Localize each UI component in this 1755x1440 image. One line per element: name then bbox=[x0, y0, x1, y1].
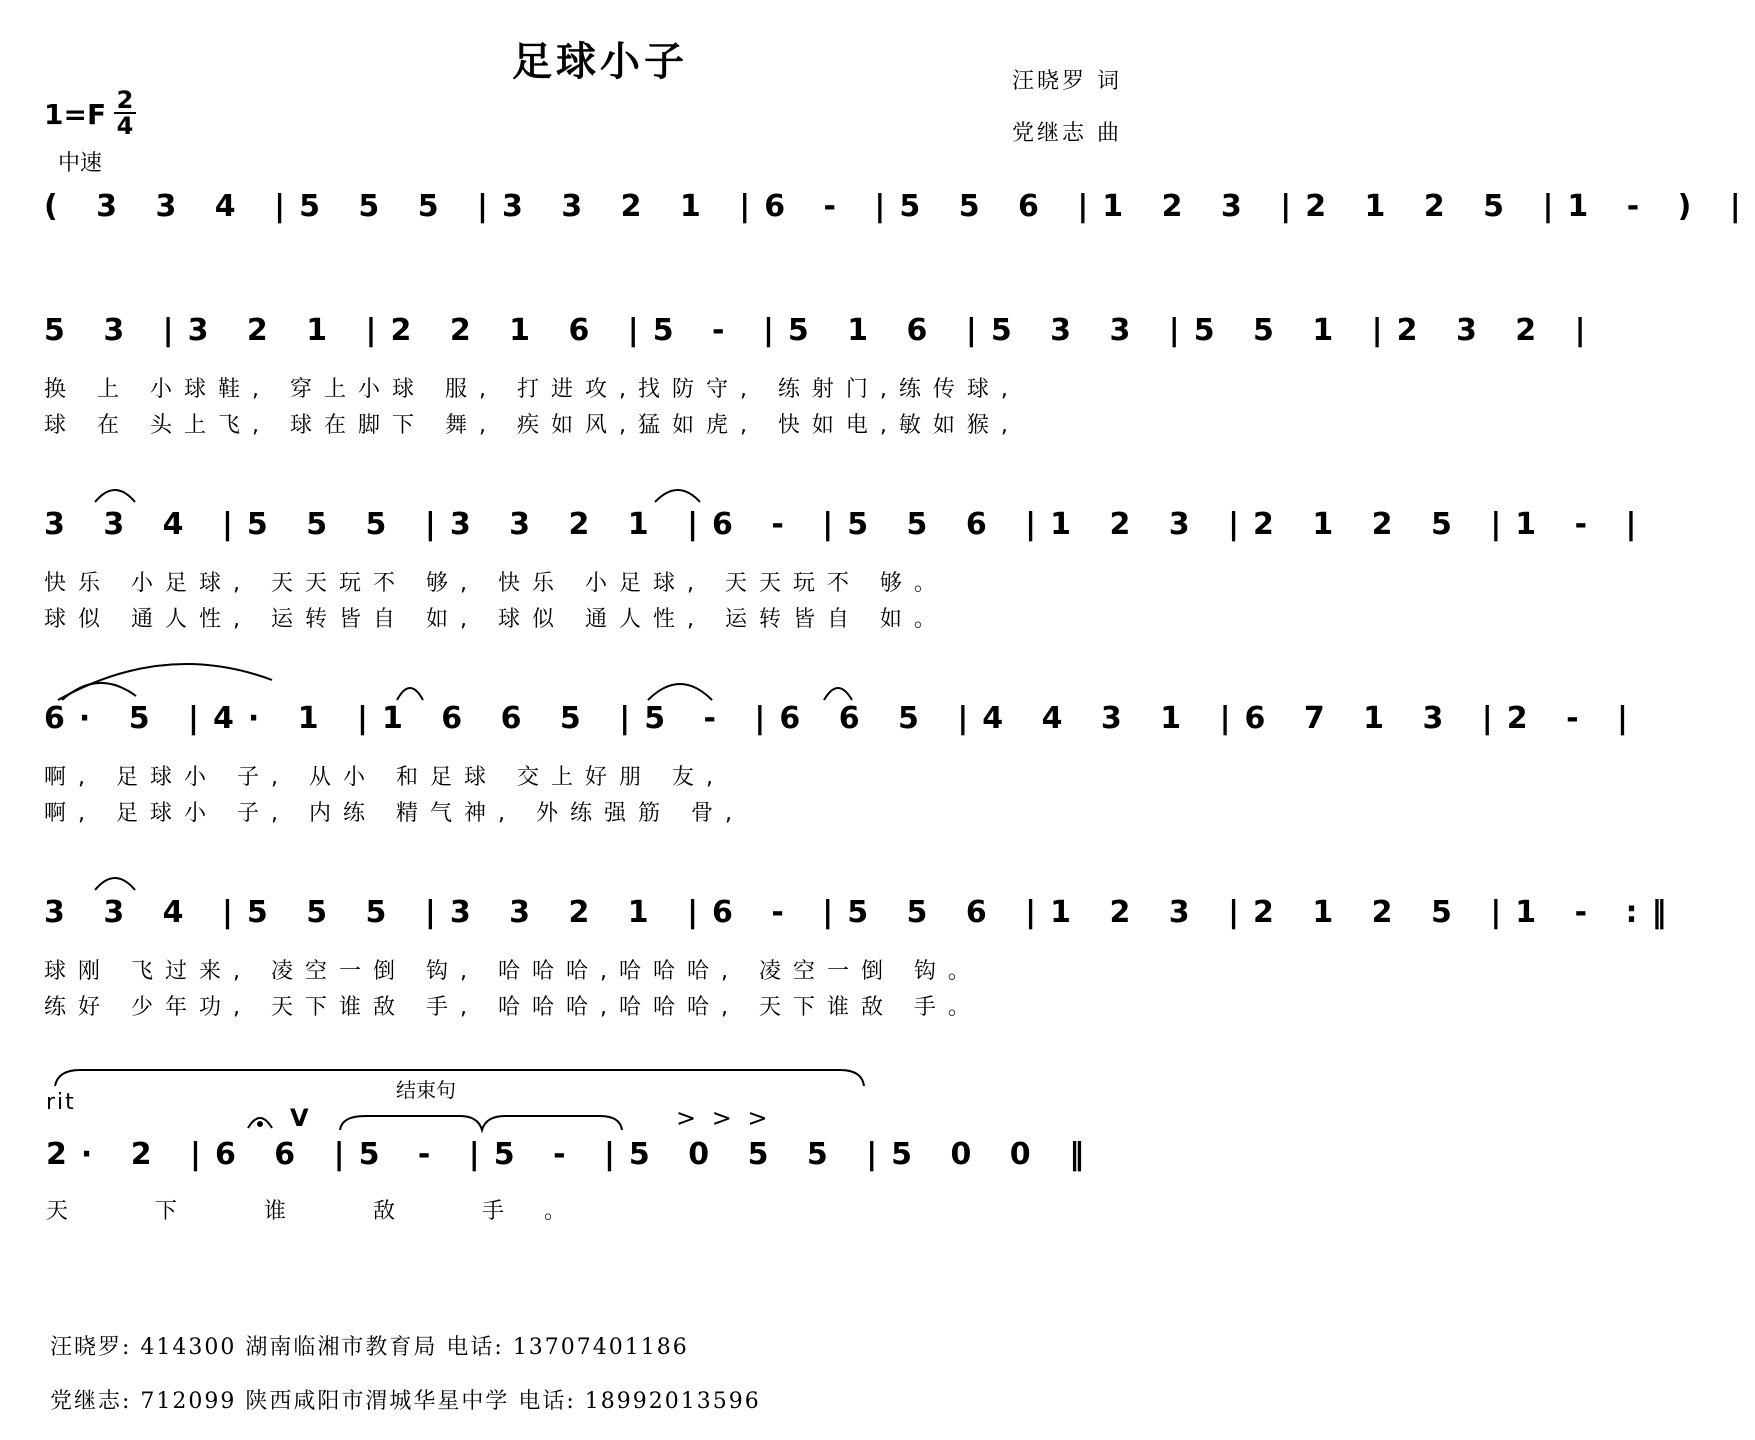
lyrics-line-6: 天 下 谁 敌 手。 bbox=[46, 1199, 606, 1224]
notation-line-6: 2· 2 |6 6 |5 - |5 - |5 0 5 5 |5 0 0 ‖ bbox=[46, 1137, 1099, 1172]
ending-label: 结束句 bbox=[396, 1078, 456, 1102]
slur-line-3-b bbox=[655, 490, 700, 502]
time-sig-bottom: 4 bbox=[114, 112, 136, 138]
lyrics-line-4-verse-1: 啊, 足球小 子, 从小 和足球 交上好朋 友, bbox=[44, 765, 725, 790]
accent-marks: > > > bbox=[676, 1104, 772, 1132]
lyrics-line-2-verse-2: 球 在 头上飞, 球在脚下 舞, 疾如风,猛如虎, 快如电,敏如猴, bbox=[44, 413, 1020, 438]
notation-line-5: 3 3 4 |5 5 5 |3 3 2 1 |6 - |5 5 6 |1 2 3 |2 1 2 5 |1 - :‖ bbox=[44, 895, 1681, 930]
slur-line-5 bbox=[95, 878, 135, 890]
slur-line-4-short bbox=[62, 683, 136, 700]
notation-line-3: 3 3 4 |5 5 5 |3 3 2 1 |6 - |5 5 6 |1 2 3 |2 1 2 5 |1 - | bbox=[44, 507, 1651, 542]
lyrics-line-4-verse-2: 啊, 足球小 子, 内练 精气神, 外练强筋 骨, bbox=[44, 801, 744, 826]
song-title: 足球小子 bbox=[512, 39, 688, 85]
lyrics-line-3-verse-1: 快乐 小足球, 天天玩不 够, 快乐 小足球, 天天玩不 够。 bbox=[44, 571, 948, 596]
tempo-marking: 中速 bbox=[58, 151, 103, 176]
slur-line-3-a bbox=[95, 490, 135, 502]
notation-line-4: 6· 5 |4· 1 |1 6 6 5 |5 - |6 6 5 |4 4 3 1 |6 7 1 3 |2 - | bbox=[44, 701, 1642, 736]
rit-marking: rit bbox=[46, 1090, 76, 1115]
slur-line-4-d bbox=[648, 684, 712, 700]
slur-line-4-c bbox=[397, 688, 423, 700]
notation-line-2: 5 3 |3 2 1 |2 2 1 6 |5 - |5 1 6 |5 3 3 |5 5 1 |2 3 2 | bbox=[44, 313, 1600, 348]
lyricist-credit: 汪晓罗 词 bbox=[1012, 69, 1122, 94]
time-sig-top: 2 bbox=[116, 86, 134, 114]
lyrics-line-5-verse-1: 球刚 飞过来, 凌空一倒 钩, 哈哈哈,哈哈哈, 凌空一倒 钩。 bbox=[44, 959, 982, 984]
key-signature: 1=F bbox=[44, 98, 107, 131]
tie-ending bbox=[340, 1116, 622, 1130]
footer-contact-1: 汪晓罗: 414300 湖南临湘市教育局 电话: 13707401186 bbox=[50, 1335, 689, 1360]
lyrics-line-2-verse-1: 换 上 小球鞋, 穿上小球 服, 打进攻,找防守, 练射门,练传球, bbox=[44, 377, 1020, 402]
slur-line-4-long bbox=[58, 664, 272, 700]
footer-contact-2: 党继志: 712099 陕西咸阳市渭城华星中学 电话: 18992013596 bbox=[50, 1389, 761, 1414]
phrase-arc-ending bbox=[55, 1070, 864, 1086]
notation-line-1: ( 3 3 4 |5 5 5 |3 3 2 1 |6 - |5 5 6 |1 2 3 |2 1 2 5 |1 - ) | bbox=[44, 189, 1755, 224]
composer-credit: 党继志 曲 bbox=[1012, 121, 1122, 146]
lyrics-line-3-verse-2: 球似 通人性, 运转皆自 如, 球似 通人性, 运转皆自 如。 bbox=[44, 607, 948, 632]
breath-mark: V bbox=[290, 1104, 309, 1132]
lyrics-line-5-verse-2: 练好 少年功, 天下谁敌 手, 哈哈哈,哈哈哈, 天下谁敌 手。 bbox=[44, 995, 982, 1020]
slur-line-4-e bbox=[824, 688, 852, 700]
